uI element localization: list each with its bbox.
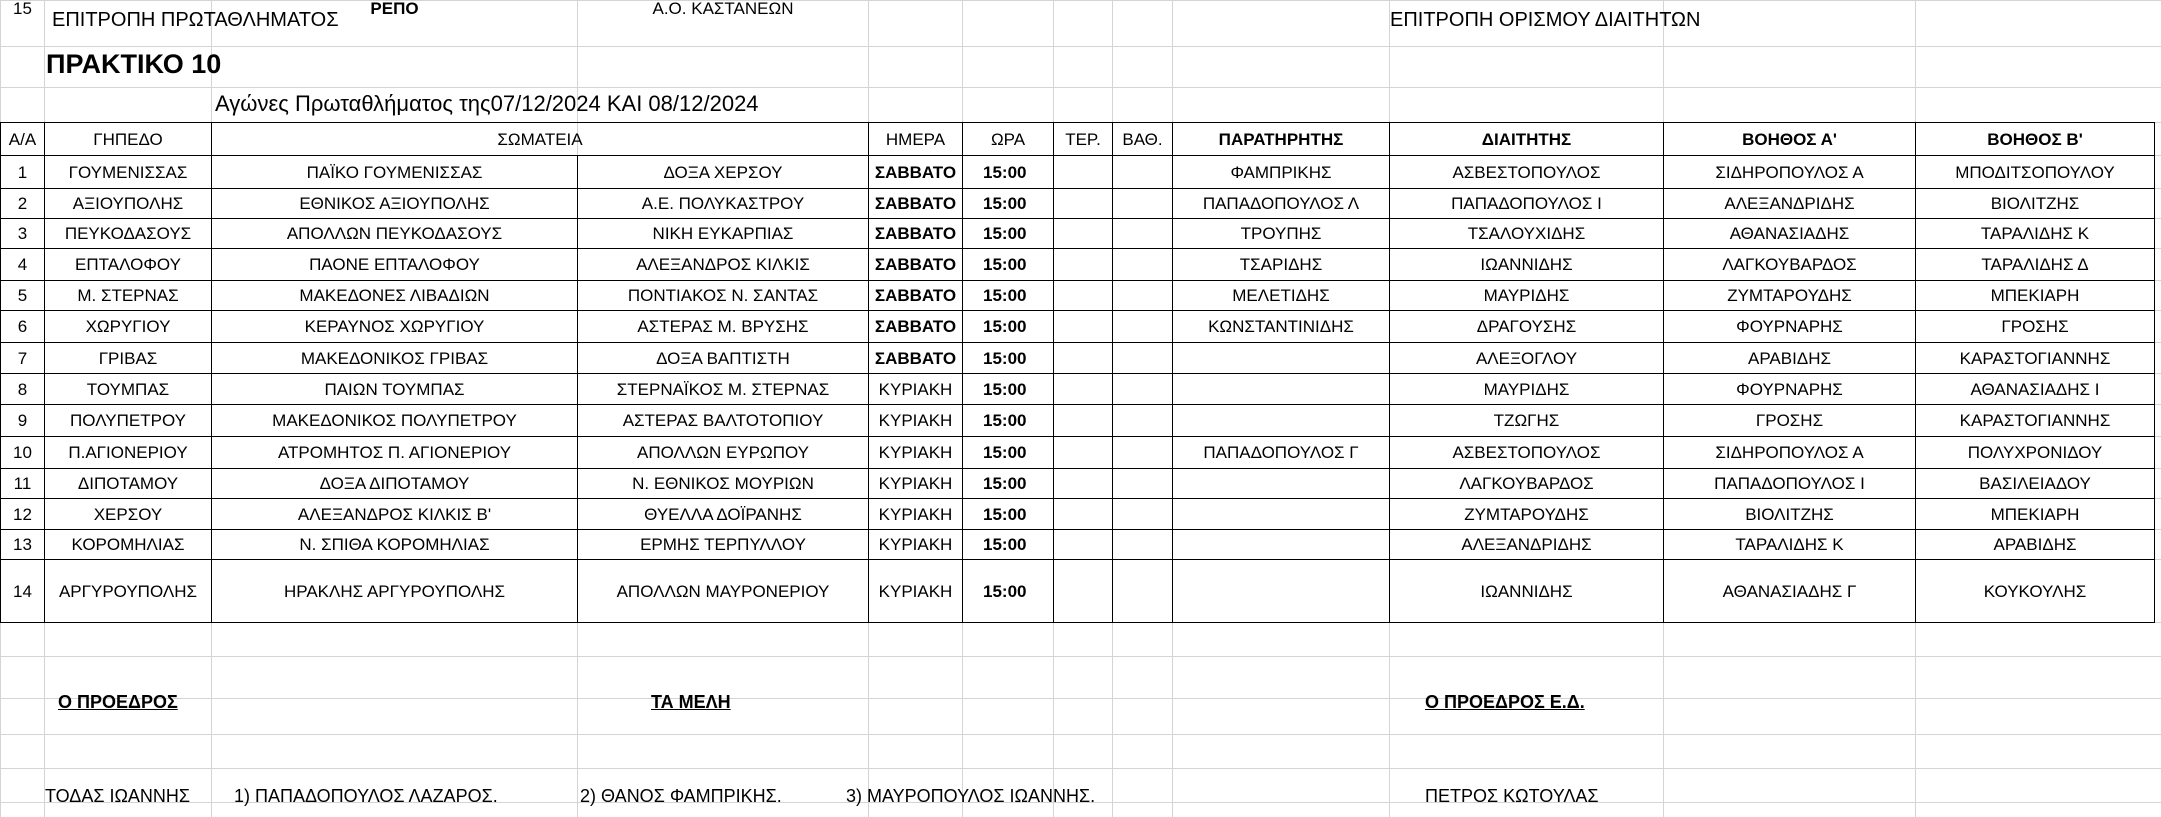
assistant-a-cell: ΑΛΕΞΑΝΔΡΙΔΗΣ [1724, 194, 1855, 213]
assistant-b-cell: ΜΠΕΚΙΑΡΗ [1990, 286, 2080, 305]
header-referee: ΔΙΑΙΤΗΤΗΣ [1481, 129, 1572, 149]
observer-cell [1173, 374, 1389, 404]
referee-cell: ΙΩΑΝΝΙΔΗΣ [1480, 255, 1573, 274]
away-team-cell: ΝΙΚΗ ΕΥΚΑΡΠΙΑΣ [652, 224, 794, 243]
assistant-b-cell: ΓΡΟΣΗΣ [2001, 317, 2069, 336]
ter-cell [1054, 469, 1112, 498]
home-team-cell: ΑΠΟΛΛΩΝ ΠΕΥΚΟΔΑΣΟΥΣ [286, 224, 503, 243]
home-team-cell: ΠΑΪΚΟ ΓΟΥΜΕΝΙΣΣΑΣ [306, 162, 483, 182]
day-cell: ΚΥΡΙΑΚΗ [878, 443, 953, 462]
referee-cell: ΔΡΑΓΟΥΣΗΣ [1476, 317, 1577, 336]
vath-cell [1113, 311, 1172, 342]
assistant-a-cell: ΣΙΔΗΡΟΠΟΥΛΟΣ Α [1715, 443, 1864, 462]
time-cell: 15:00 [983, 348, 1027, 368]
table-border-v [2154, 122, 2155, 622]
assistant-a-cell: ΦΟΥΡΝΑΡΗΣ [1736, 317, 1843, 336]
time-cell: 15:00 [983, 504, 1027, 524]
time-cell: 15:00 [983, 255, 1027, 274]
row-number: 15 [13, 0, 32, 17]
row-number: 9 [17, 411, 28, 430]
vath-cell [1113, 437, 1172, 468]
away-team-cell: ΑΠΟΛΛΩΝ ΕΥΡΩΠΟΥ [637, 443, 809, 462]
home-team-cell: ΠΑΙΩΝ ΤΟΥΜΠΑΣ [324, 379, 465, 399]
away-team-cell: Ν. ΕΘΝΙΚΟΣ ΜΟΥΡΙΩΝ [632, 474, 814, 493]
ter-cell [1054, 374, 1112, 404]
ref-president-name: ΠΕΤΡΟΣ ΚΩΤΟΥΛΑΣ [1425, 786, 1599, 806]
president-name: ΤΟΔΑΣ ΙΩΑΝΝΗΣ [45, 786, 191, 806]
observer-cell [1173, 560, 1389, 622]
observer-cell: ΚΩΝΣΤΑΝΤΙΝΙΔΗΣ [1208, 317, 1354, 336]
grid-row-line [0, 46, 2161, 47]
home-team-cell: ΔΟΞΑ ΔΙΠΟΤΑΜΟΥ [319, 474, 470, 493]
away-team-cell: ΔΟΞΑ ΒΑΠΤΙΣΤΗ [656, 348, 790, 368]
home-team-cell: Ν. ΣΠΙΘΑ ΚΟΡΟΜΗΛΙΑΣ [299, 535, 490, 554]
vath-cell [1113, 499, 1172, 529]
away-team-cell: ΔΟΞΑ ΧΕΡΣΟΥ [663, 162, 783, 182]
ter-cell [1054, 156, 1112, 188]
ter-cell [1054, 281, 1112, 310]
assistant-a-cell: ΒΙΟΛΙΤΖΗΣ [1745, 504, 1834, 524]
president-label: Ο ΠΡΟΕΔΡΟΣ [58, 692, 178, 712]
table-border-h [0, 622, 2155, 623]
header-venue: ΓΗΠΕΔΟ [93, 129, 163, 149]
assistant-a-cell: ΓΡΟΣΗΣ [1755, 411, 1824, 430]
header-observer: ΠΑΡΑΤΗΡΗΤΗΣ [1218, 129, 1344, 149]
grid-row-line [0, 698, 2161, 699]
observer-cell: ΤΣΑΡΙΔΗΣ [1239, 255, 1323, 274]
day-cell: ΣΑΒΒΑΤΟ [874, 317, 957, 336]
ter-cell [1054, 343, 1112, 373]
assistant-a-cell: ΛΑΓΚΟΥΒΑΡΔΟΣ [1722, 255, 1857, 274]
ter-cell [1054, 560, 1112, 622]
grid-row-line [0, 656, 2161, 657]
venue-cell: Μ. ΣΤΕΡΝΑΣ [77, 286, 179, 305]
time-cell: 15:00 [983, 379, 1027, 399]
venue-cell: ΧΕΡΣΟΥ [93, 504, 163, 524]
observer-cell [1173, 530, 1389, 559]
ter-cell [1054, 499, 1112, 529]
grid-row-line [0, 87, 2161, 88]
away-team-cell: Α.Ε. ΠΟΛΥΚΑΣΤΡΟΥ [641, 194, 805, 213]
venue-cell: ΑΡΓΥΡΟΥΠΟΛΗΣ [58, 581, 198, 601]
vath-cell [1113, 189, 1172, 218]
assistant-a-cell: ΖΥΜΤΑΡΟΥΔΗΣ [1727, 286, 1852, 305]
day-cell: ΚΥΡΙΑΚΗ [878, 474, 953, 493]
assistant-a-cell: ΣΙΔΗΡΟΠΟΥΛΟΣ Α [1715, 162, 1864, 182]
referee-cell: ΤΖΩΓΗΣ [1493, 411, 1560, 430]
ter-cell [1054, 405, 1112, 436]
member-3: 3) ΜΑΥΡΟΠΟΥΛΟΣ ΙΩΑΝΝΗΣ. [846, 786, 1096, 806]
day-cell: ΣΑΒΒΑΤΟ [874, 224, 957, 243]
vath-cell [1113, 560, 1172, 622]
time-cell: 15:00 [983, 286, 1027, 305]
away-team-cell: ΣΤΕΡΝΑΪΚΟΣ Μ. ΣΤΕΡΝΑΣ [616, 379, 830, 399]
day-cell: ΚΥΡΙΑΚΗ [878, 535, 953, 554]
vath-cell [1113, 374, 1172, 404]
referee-cell: ΑΛΕΞΑΝΔΡΙΔΗΣ [1461, 535, 1592, 554]
assistant-a-cell: ΤΑΡΑΛΙΔΗΣ Κ [1735, 535, 1844, 554]
vath-cell [1113, 156, 1172, 188]
away-team-cell: ΑΛΕΞΑΝΔΡΟΣ ΚΙΛΚΙΣ [636, 255, 810, 274]
assistant-b-cell: ΒΑΣΙΛΕΙΑΔΟΥ [1979, 474, 2091, 493]
row-number: 10 [13, 443, 32, 462]
venue-cell: ΧΩΡΥΓΙΟΥ [85, 317, 171, 336]
day-cell: ΣΑΒΒΑΤΟ [874, 162, 957, 182]
home-team-cell: ΑΤΡΟΜΗΤΟΣ Π. ΑΓΙΟΝΕΡΙΟΥ [277, 443, 512, 462]
referee-cell: ΙΩΑΝΝΙΔΗΣ [1480, 581, 1573, 601]
row-number: 6 [17, 317, 28, 336]
record-title: ΠΡΑΚΤΙΚΟ 10 [46, 49, 222, 79]
row-number: 3 [17, 224, 28, 243]
observer-cell [1173, 405, 1389, 436]
referee-cell: ΜΑΥΡΙΔΗΣ [1483, 286, 1570, 305]
time-cell: 15:00 [983, 162, 1027, 182]
row-number: 1 [17, 162, 28, 182]
row-number: 8 [17, 379, 28, 399]
assistant-b-cell: ΑΡΑΒΙΔΗΣ [1993, 535, 2077, 554]
assistant-b-cell: ΤΑΡΑΛΙΔΗΣ Κ [1980, 224, 2090, 243]
away-team-cell: ΕΡΜΗΣ ΤΕΡΠΥΛΛΟΥ [640, 535, 806, 554]
committee-right: ΕΠΙΤΡΟΠΗ ΟΡΙΣΜΟΥ ΔΙΑΙΤΗΤΩΝ [1390, 9, 1701, 31]
day-cell: ΣΑΒΒΑΤΟ [874, 255, 957, 274]
ter-cell [1054, 189, 1112, 218]
time-cell: 15:00 [983, 443, 1027, 462]
vath-cell [1113, 219, 1172, 248]
observer-cell [1173, 499, 1389, 529]
header-time: ΩΡΑ [990, 129, 1026, 149]
time-cell: 15:00 [983, 535, 1027, 554]
referee-cell: ΑΛΕΞΟΓΛΟΥ [1475, 348, 1578, 368]
home-team-cell: ΜΑΚΕΔΟΝΙΚΟΣ ΠΟΛΥΠΕΤΡΟΥ [272, 411, 517, 430]
home-team-cell: ΕΘΝΙΚΟΣ ΑΞΙΟΥΠΟΛΗΣ [299, 194, 490, 213]
referee-cell: ΑΣΒΕΣΤΟΠΟΥΛΟΣ [1452, 162, 1601, 182]
observer-cell: ΠΑΠΑΔΟΠΟΥΛΟΣ Λ [1202, 194, 1360, 213]
observer-cell: ΤΡΟΥΠΗΣ [1240, 224, 1322, 243]
day-cell: ΚΥΡΙΑΚΗ [878, 379, 953, 399]
vath-cell [1113, 469, 1172, 498]
header-assistant-b: ΒΟΗΘΟΣ Β' [1987, 129, 2083, 149]
home-team-cell: ΡΕΠΟ [370, 0, 419, 17]
referee-cell: ΠΑΠΑΔΟΠΟΥΛΟΣ Ι [1451, 194, 1602, 213]
ter-cell [1054, 311, 1112, 342]
day-cell: ΣΑΒΒΑΤΟ [874, 286, 957, 305]
day-cell: ΚΥΡΙΑΚΗ [878, 411, 953, 430]
assistant-b-cell: ΚΑΡΑΣΤΟΓΙΑΝΝΗΣ [1959, 348, 2111, 368]
vath-cell [1113, 530, 1172, 559]
assistant-a-cell: ΑΘΑΝΑΣΙΑΔΗΣ Γ [1722, 581, 1857, 601]
venue-cell: ΠΟΛΥΠΕΤΡΟΥ [70, 411, 186, 430]
committee-left: ΕΠΙΤΡΟΠΗ ΠΡΩΤΑΘΛΗΜΑΤΟΣ [52, 9, 339, 31]
time-cell: 15:00 [983, 317, 1027, 336]
members-label: ΤΑ ΜΕΛΗ [651, 692, 731, 712]
vath-cell [1113, 281, 1172, 310]
header-assistant-a: ΒΟΗΘΟΣ Α' [1742, 129, 1837, 149]
ref-president-label: Ο ΠΡΟΕΔΡΟΣ Ε.Δ. [1425, 692, 1585, 712]
day-cell: ΚΥΡΙΑΚΗ [878, 581, 953, 601]
away-team-cell: ΠΟΝΤΙΑΚΟΣ Ν. ΣΑΝΤΑΣ [627, 286, 819, 305]
venue-cell: ΔΙΠΟΤΑΜΟΥ [77, 474, 179, 493]
assistant-a-cell: ΑΘΑΝΑΣΙΑΔΗΣ [1729, 224, 1850, 243]
ter-cell [1054, 249, 1112, 280]
observer-cell: ΠΑΠΑΔΟΠΟΥΛΟΣ Γ [1203, 443, 1359, 462]
assistant-b-cell: ΑΘΑΝΑΣΙΑΔΗΣ Ι [1970, 379, 2100, 399]
venue-cell: ΠΕΥΚΟΔΑΣΟΥΣ [64, 224, 192, 243]
away-team-cell: ΑΠΟΛΛΩΝ ΜΑΥΡΟΝΕΡΙΟΥ [616, 581, 830, 601]
assistant-b-cell: ΚΑΡΑΣΤΟΓΙΑΝΝΗΣ [1959, 411, 2111, 430]
member-2: 2) ΘΑΝΟΣ ΦΑΜΠΡΙΚΗΣ. [580, 786, 782, 806]
venue-cell: ΓΡΙΒΑΣ [98, 348, 158, 368]
referee-cell: ΤΣΑΛΟΥΧΙΔΗΣ [1467, 224, 1586, 243]
day-cell: ΣΑΒΒΑΤΟ [874, 348, 957, 368]
subtitle: Αγώνες Πρωταθλήματος της07/12/2024 ΚΑΙ 08/12/2024 [215, 91, 759, 116]
assistant-b-cell: ΜΠΕΚΙΑΡΗ [1990, 504, 2080, 524]
time-cell: 15:00 [983, 411, 1027, 430]
header-vath: ΒΑΘ. [1122, 129, 1163, 149]
referee-cell: ΑΣΒΕΣΤΟΠΟΥΛΟΣ [1452, 443, 1601, 462]
vath-cell [1113, 405, 1172, 436]
venue-cell: ΤΟΥΜΠΑΣ [86, 379, 170, 399]
home-team-cell: ΑΛΕΞΑΝΔΡΟΣ ΚΙΛΚΙΣ Β' [297, 504, 492, 524]
assistant-b-cell: ΠΟΛΥΧΡΟΝΙΔΟΥ [1967, 443, 2103, 462]
assistant-b-cell: ΚΟΥΚΟΥΛΗΣ [1983, 581, 2087, 601]
away-team-cell: Α.Ο. ΚΑΣΤΑΝΕΩΝ [652, 0, 794, 17]
observer-cell [1173, 343, 1389, 373]
time-cell: 15:00 [983, 224, 1027, 243]
header-clubs: ΣΩΜΑΤΕΙΑ [497, 129, 583, 149]
home-team-cell: ΚΕΡΑΥΝΟΣ ΧΩΡΥΓΙΟΥ [304, 317, 485, 336]
grid-row-line [0, 734, 2161, 735]
vath-cell [1113, 249, 1172, 280]
ter-cell [1054, 530, 1112, 559]
home-team-cell: ΜΑΚΕΔΟΝΕΣ ΛΙΒΑΔΙΩΝ [299, 286, 490, 305]
row-number: 14 [13, 581, 32, 601]
away-team-cell: ΑΣΤΕΡΑΣ Μ. ΒΡΥΣΗΣ [637, 317, 809, 336]
observer-cell: ΦΑΜΠΡΙΚΗΣ [1230, 162, 1332, 182]
row-number: 5 [17, 286, 28, 305]
venue-cell: Π.ΑΓΙΟΝΕΡΙΟΥ [68, 443, 188, 462]
away-team-cell: ΑΣΤΕΡΑΣ ΒΑΛΤΟΤΟΠΙΟΥ [622, 411, 824, 430]
observer-cell: ΜΕΛΕΤΙΔΗΣ [1232, 286, 1330, 305]
day-cell: ΚΥΡΙΑΚΗ [878, 504, 953, 524]
home-team-cell: ΗΡΑΚΛΗΣ ΑΡΓΥΡΟΥΠΟΛΗΣ [283, 581, 506, 601]
member-1: 1) ΠΑΠΑΔΟΠΟΥΛΟΣ ΛΑΖΑΡΟΣ. [234, 786, 498, 806]
row-number: 13 [13, 535, 32, 554]
time-cell: 15:00 [983, 581, 1027, 601]
header-ter: ΤΕΡ. [1065, 129, 1101, 149]
vath-cell [1113, 343, 1172, 373]
assistant-b-cell: ΤΑΡΑΛΙΔΗΣ Δ [1981, 255, 2089, 274]
ter-cell [1054, 437, 1112, 468]
assistant-a-cell: ΠΑΠΑΔΟΠΟΥΛΟΣ Ι [1714, 474, 1865, 493]
venue-cell: ΚΟΡΟΜΗΛΙΑΣ [71, 535, 185, 554]
venue-cell: ΑΞΙΟΥΠΟΛΗΣ [72, 194, 184, 213]
day-cell: ΣΑΒΒΑΤΟ [874, 194, 957, 213]
assistant-a-cell: ΑΡΑΒΙΔΗΣ [1748, 348, 1831, 368]
referee-cell: ΖΥΜΤΑΡΟΥΔΗΣ [1464, 504, 1589, 524]
row-number: 4 [17, 255, 28, 274]
ter-cell [1054, 219, 1112, 248]
row-number: 2 [17, 194, 28, 213]
row-number: 7 [17, 348, 28, 368]
assistant-b-cell: ΜΠΟΔΙΤΣΟΠΟΥΛΟΥ [1955, 162, 2115, 182]
header-day: ΗΜΕΡΑ [885, 129, 946, 149]
referee-cell: ΛΑΓΚΟΥΒΑΡΔΟΣ [1459, 474, 1594, 493]
venue-cell: ΓΟΥΜΕΝΙΣΣΑΣ [68, 162, 188, 182]
venue-cell: ΕΠΤΑΛΟΦΟΥ [75, 255, 181, 274]
time-cell: 15:00 [983, 474, 1027, 493]
row-number: 11 [13, 474, 32, 493]
referee-cell: ΜΑΥΡΙΔΗΣ [1483, 379, 1570, 399]
assistant-b-cell: ΒΙΟΛΙΤΖΗΣ [1990, 194, 2080, 213]
assistant-a-cell: ΦΟΥΡΝΑΡΗΣ [1736, 379, 1843, 399]
home-team-cell: ΜΑΚΕΔΟΝΙΚΟΣ ΓΡΙΒΑΣ [300, 348, 489, 368]
home-team-cell: ΠΑΟΝΕ ΕΠΤΑΛΟΦΟΥ [309, 255, 480, 274]
grid-row-line [0, 768, 2161, 769]
time-cell: 15:00 [983, 194, 1027, 213]
row-number: 12 [13, 504, 32, 524]
header-aa: Α/Α [8, 129, 37, 149]
observer-cell [1173, 469, 1389, 498]
away-team-cell: ΘΥΕΛΛΑ ΔΟΪΡΑΝΗΣ [644, 504, 802, 524]
